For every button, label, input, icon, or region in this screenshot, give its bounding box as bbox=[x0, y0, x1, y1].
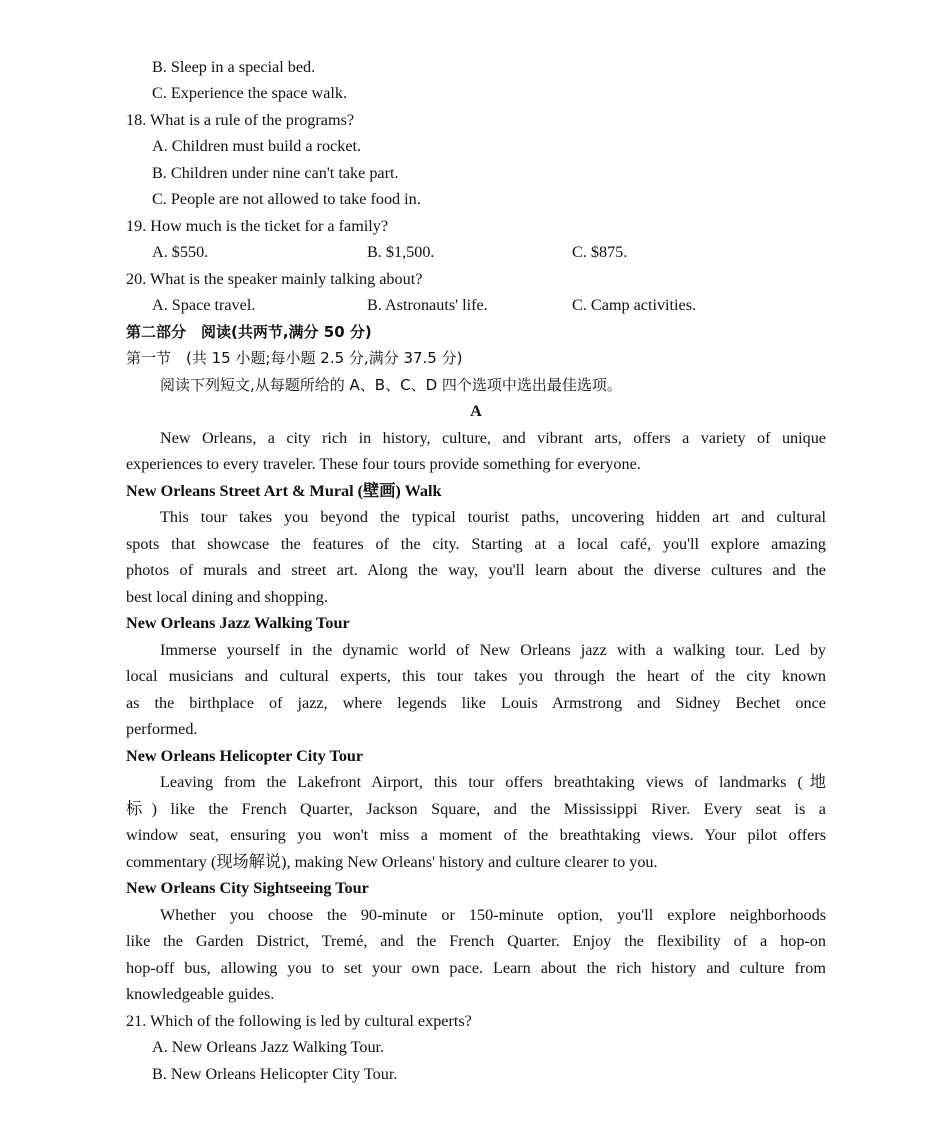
q21-question: 21. Which of the following is led by cultural experts? bbox=[126, 1012, 472, 1030]
reading-instruction: 阅读下列短文,从每题所给的 A、B、C、D 四个选项中选出最佳选项。 bbox=[160, 376, 622, 394]
part2-heading: 第二部分 阅读(共两节,满分 50 分) bbox=[126, 323, 372, 341]
tour2-line-1: Immerse yourself in the dynamic world of New Orleans jazz with a walking tour. Led by bbox=[160, 641, 826, 659]
tour4-line-1: Whether you choose the 90-minute or 150-minute option, you'll explore neighborhoods bbox=[160, 906, 826, 924]
q19-option-b: B. $1,500. bbox=[367, 243, 435, 261]
intro-line-2: experiences to every traveler. These four tours provide something for everyone. bbox=[126, 455, 641, 473]
tour-title-helicopter: New Orleans Helicopter City Tour bbox=[126, 747, 364, 765]
tour2-line-3: as the birthplace of jazz, where legends like Louis Armstrong and Sidney Bechet once bbox=[126, 694, 826, 712]
q20-option-c: C. Camp activities. bbox=[572, 296, 697, 314]
intro-line-1: New Orleans, a city rich in history, culture, and vibrant arts, offers a variety of unique bbox=[160, 429, 826, 447]
q20-question: 20. What is the speaker mainly talking about? bbox=[126, 270, 423, 288]
q18-option-a: A. Children must build a rocket. bbox=[152, 137, 362, 155]
passage-letter: A bbox=[470, 402, 482, 420]
tour2-line-4: performed. bbox=[126, 720, 198, 738]
q18-option-c: C. People are not allowed to take food in. bbox=[152, 190, 421, 208]
tour2-line-2: local musicians and cultural experts, this tour takes you through the heart of the city known bbox=[126, 667, 826, 685]
tour4-line-3: hop-off bus, allowing you to set your own pace. Learn about the rich history and culture from bbox=[126, 959, 826, 977]
q19-option-c: C. $875. bbox=[572, 243, 628, 261]
section1-heading: 第一节 (共 15 小题;每小题 2.5 分,满分 37.5 分) bbox=[126, 349, 463, 367]
tour-title-sightseeing: New Orleans City Sightseeing Tour bbox=[126, 879, 369, 897]
q21-option-b: B. New Orleans Helicopter City Tour. bbox=[152, 1065, 398, 1083]
q19-question: 19. How much is the ticket for a family? bbox=[126, 217, 389, 235]
tour1-line-3: photos of murals and street art. Along the way, you'll learn about the diverse cultures and the bbox=[126, 561, 826, 579]
tour1-line-1: This tour takes you beyond the typical tourist paths, uncovering hidden art and cultural bbox=[160, 508, 826, 526]
tour3-line-3: window seat, ensuring you won't miss a moment of the breathtaking views. Your pilot offers bbox=[126, 826, 826, 844]
q19-option-a: A. $550. bbox=[152, 243, 209, 261]
q17-option-b: B. Sleep in a special bed. bbox=[152, 58, 316, 76]
q20-option-a: A. Space travel. bbox=[152, 296, 256, 314]
tour4-line-2: like the Garden District, Tremé, and the French Quarter. Enjoy the flexibility of a hop-on bbox=[126, 932, 826, 950]
tour1-line-2: spots that showcase the features of the city. Starting at a local café, you'll explore amazing bbox=[126, 535, 826, 553]
tour1-line-4: best local dining and shopping. bbox=[126, 588, 328, 606]
tour3-line-1: Leaving from the Lakefront Airport, this tour offers breathtaking views of landmarks (地 bbox=[160, 773, 826, 791]
q20-option-b: B. Astronauts' life. bbox=[367, 296, 488, 314]
q21-option-a: A. New Orleans Jazz Walking Tour. bbox=[152, 1038, 385, 1056]
q17-option-c: C. Experience the space walk. bbox=[152, 84, 348, 102]
tour3-line-4: commentary (现场解说), making New Orleans' history and culture clearer to you. bbox=[126, 853, 658, 871]
tour4-line-4: knowledgeable guides. bbox=[126, 985, 275, 1003]
tour-title-street-art: New Orleans Street Art & Mural (壁画) Walk bbox=[126, 482, 442, 500]
q18-question: 18. What is a rule of the programs? bbox=[126, 111, 355, 129]
q18-option-b: B. Children under nine can't take part. bbox=[152, 164, 399, 182]
tour3-line-2: 标) like the French Quarter, Jackson Square, and the Mississippi River. Every seat is a bbox=[126, 800, 826, 818]
tour-title-jazz: New Orleans Jazz Walking Tour bbox=[126, 614, 350, 632]
